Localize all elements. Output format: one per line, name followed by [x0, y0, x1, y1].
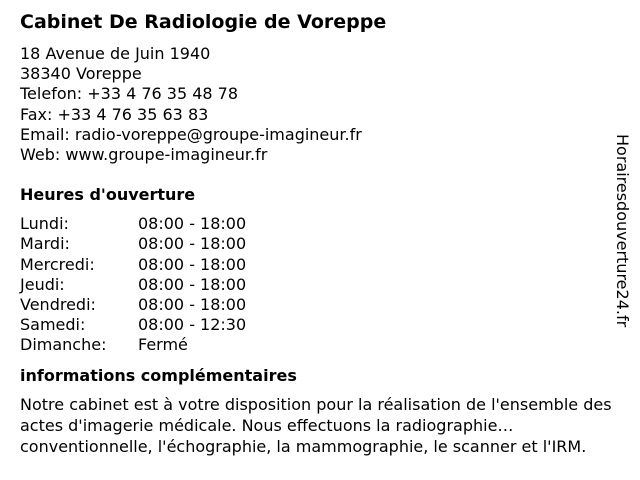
hours-time: Fermé — [138, 335, 188, 355]
hours-day: Lundi: — [20, 214, 69, 234]
hours-day: Samedi: — [20, 315, 86, 335]
hours-time: 08:00 - 18:00 — [138, 234, 247, 254]
hours-time: 08:00 - 12:30 — [138, 315, 247, 335]
hours-row-thursday — [20, 275, 620, 295]
fax-number: Fax: +33 4 76 35 63 83 — [20, 104, 209, 124]
website-link[interactable]: Web: www.groupe-imagineur.fr — [20, 145, 268, 165]
street-address: 18 Avenue de Juin 1940 — [20, 44, 211, 63]
hours-row-friday — [20, 295, 620, 315]
hours-day: Vendredi: — [20, 295, 96, 315]
brand-watermark: Horairesdouverture24.fr — [613, 134, 632, 328]
hours-day: Mercredi: — [20, 254, 95, 274]
hours-row-saturday — [20, 315, 620, 335]
hours-day: Jeudi: — [20, 274, 65, 294]
business-card — [20, 10, 620, 456]
info-heading: informations complémentaires — [20, 365, 297, 385]
email-address[interactable]: Email: radio-voreppe@groupe-imagineur.fr — [20, 124, 362, 144]
hours-row-sunday — [20, 335, 620, 355]
hours-table — [20, 214, 620, 355]
hours-day: Mardi: — [20, 234, 70, 254]
contact-block — [20, 44, 620, 165]
info-description: Notre cabinet est à votre disposition pour la réalisation de l'ensemble des actes d'imagerie médicale. Nous effectuons la radiographie conventionnelle, l'échographie, la mammographie, le scanner et l'IRM. — [20, 394, 612, 456]
business-name: Cabinet De Radiologie de Voreppe — [20, 11, 387, 33]
hours-time: 08:00 - 18:00 — [138, 214, 247, 234]
hours-day: Dimanche: — [20, 335, 107, 355]
hours-time: 08:00 - 18:00 — [138, 295, 247, 315]
hours-time: 08:00 - 18:00 — [138, 254, 247, 274]
hours-time: 08:00 - 18:00 — [138, 274, 247, 294]
phone-number[interactable]: Telefon: +33 4 76 35 48 78 — [20, 84, 239, 104]
hours-row-wednesday — [20, 255, 620, 275]
hours-row-monday — [20, 214, 620, 234]
hours-heading: Heures d'ouverture — [20, 185, 196, 205]
hours-row-tuesday — [20, 234, 620, 254]
city-postcode: 38340 Voreppe — [20, 64, 142, 84]
